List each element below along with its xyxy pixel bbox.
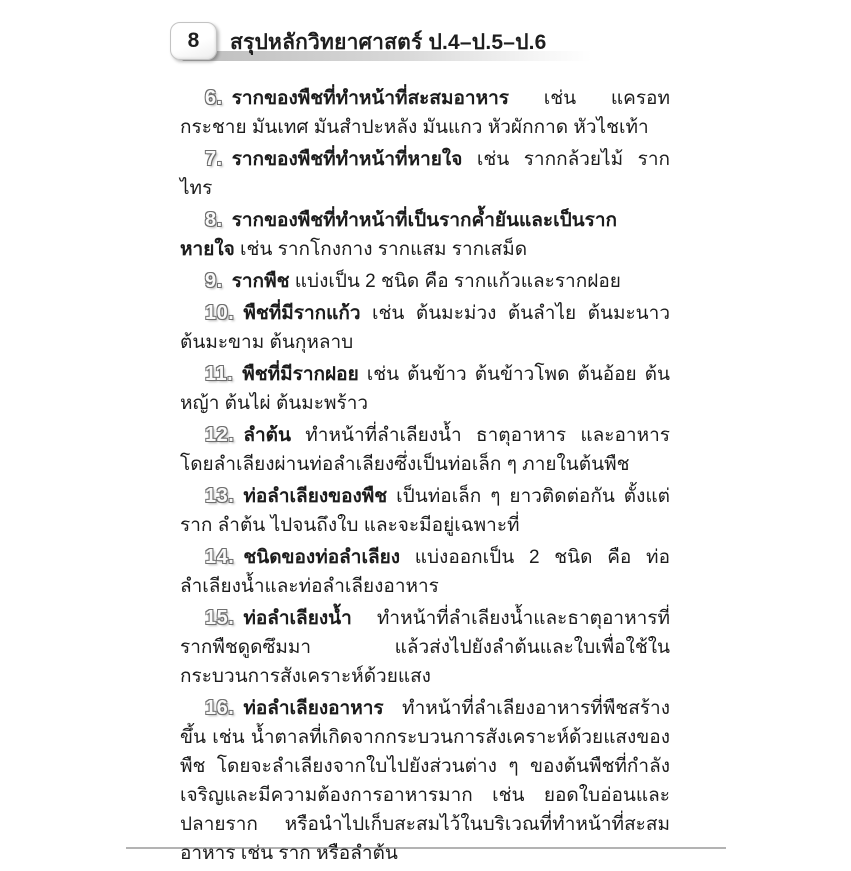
item-body-text: แบ่งออกเป็น 2 ชนิด คือ ท่อลำเลียงน้ำและท่อลำเลียงอาหาร (180, 547, 670, 597)
list-item (180, 543, 670, 601)
page-number-badge (170, 22, 217, 60)
list-item (180, 84, 670, 142)
list-item (180, 421, 670, 479)
item-number: 9. (205, 270, 223, 292)
item-body-text: ทำหน้าที่ลำเลียงน้ำ ธาตุอาหาร และอาหาร โดยลำเลียงผ่านท่อลำเลียงซึ่งเป็นท่อเล็ก ๆ ภายในต้นพืช (180, 425, 670, 475)
list-item (180, 299, 670, 357)
page-number: 8 (187, 29, 200, 52)
list-item (180, 482, 670, 540)
item-number: 6. (205, 87, 223, 109)
list-item (180, 360, 670, 418)
item-body-text: เช่น รากโกงกาง รากแสม รากเสม็ด (234, 239, 528, 260)
item-body-text: เช่น แครอท กระชาย มันเทศ มันสำปะหลัง มันแกว หัวผักกาด หัวไชเท้า (180, 88, 670, 138)
item-lead-text: รากของพืชที่ทำหน้าที่หายใจ (231, 149, 463, 170)
item-body-text: เช่น ต้นมะม่วง ต้นลำไย ต้นมะนาว ต้นมะขาม ต้นกุหลาบ (180, 303, 670, 353)
item-number: 10. (205, 302, 235, 324)
item-lead-text: ท่อลำเลียงของพืช (243, 486, 388, 507)
item-number: 7. (205, 148, 223, 170)
item-number: 16. (205, 697, 235, 719)
item-body-text: แบ่งเป็น 2 ชนิด คือ รากแก้วและรากฝอย (289, 271, 621, 292)
list-item (180, 694, 670, 868)
item-body-text: ทำหน้าที่ลำเลียงน้ำและธาตุอาหารที่รากพืชดูดซึมมา แล้วส่งไปยังลำต้นและใบเพื่อใช้ในกระบวนการสังเคราะห์ด้วยแสง (180, 608, 670, 687)
page-title: สรุปหลักวิทยาศาสตร์ ป.4–ป.5–ป.6 (230, 31, 547, 54)
item-body-text: เช่น รากกล้วยไม้ รากไทร (180, 149, 670, 199)
list-item (180, 145, 670, 203)
item-number: 14. (205, 546, 235, 568)
item-lead-text: ท่อลำเลียงน้ำ (243, 608, 352, 629)
item-lead-text: พืชที่มีรากฝอย (242, 364, 359, 385)
item-lead-text: ลำต้น (243, 425, 291, 446)
item-number: 8. (205, 209, 223, 231)
item-body-text: เช่น ต้นข้าว ต้นข้าวโพด ต้นอ้อย ต้นหญ้า ต้นไผ่ ต้นมะพร้าว (180, 364, 670, 414)
item-number: 11. (205, 363, 234, 385)
item-number: 13. (205, 485, 235, 507)
item-lead-text: ท่อลำเลียงอาหาร (243, 698, 384, 719)
item-body-text: ทำหน้าที่ลำเลียงอาหารที่พืชสร้างขึ้น เช่น น้ำตาลที่เกิดจากกระบวนการสังเคราะห์ด้วยแสงของพืช โดยจะลำเลียงจากใบไปยังส่วนต่าง ๆ ของต้นพืชที่กำลังเจริญและมีความต้องการอาหารมาก เช่น ยอดใบอ่อนและปลายราก หรือนำไปเก็บสะสมไว้ในบริเวณที่ทำหน้าที่สะสมอาหาร เช่น ราก หรือลำต้น (180, 698, 670, 864)
list-item (180, 604, 670, 691)
item-lead-text: ชนิดของท่อลำเลียง (243, 547, 401, 568)
item-lead-text: รากของพืชที่ทำหน้าที่เป็นรากค้ำยันและเป็นรากหายใจ (180, 210, 618, 260)
lesson-text-block (180, 84, 670, 871)
item-lead-text: รากของพืชที่ทำหน้าที่สะสมอาหาร (231, 88, 509, 109)
item-number: 15. (205, 607, 235, 629)
list-item (180, 206, 670, 264)
item-lead-text: รากพืช (231, 271, 290, 292)
item-number: 12. (205, 424, 235, 446)
item-body-text: เป็นท่อเล็ก ๆ ยาวติดต่อกัน ตั้งแต่ราก ลำต้น ไปจนถึงใบ และจะมีอยู่เฉพาะที่ (180, 486, 670, 536)
list-item (180, 267, 670, 296)
item-lead-text: พืชที่มีรากแก้ว (243, 303, 361, 324)
